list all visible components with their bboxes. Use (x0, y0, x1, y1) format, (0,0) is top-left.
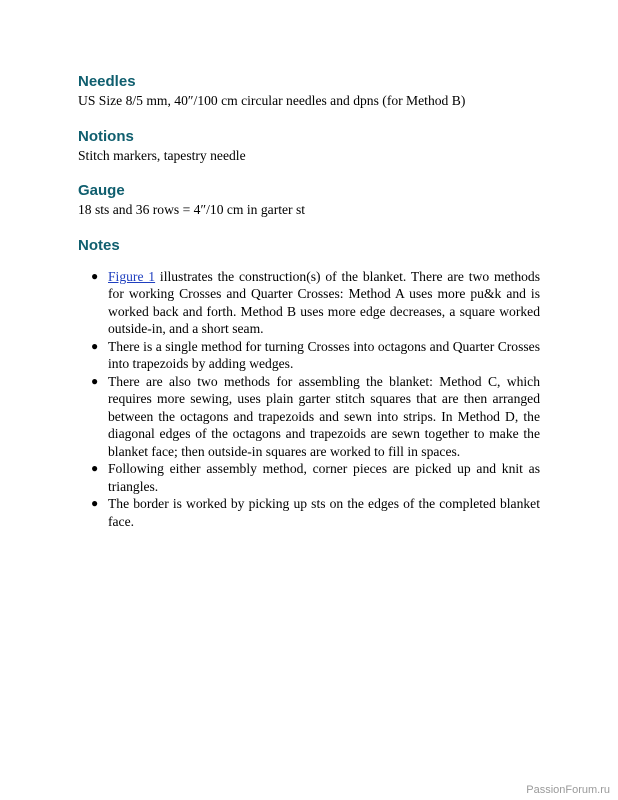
bullet-icon: ● (91, 496, 99, 510)
note-text: There are also two methods for assembling the blanket: Method C, which requires more sewing, uses plain garter stitch squares that are then arranged between the octagons and trapezoids and sewn into strips. In Method D, the diagonal edges of the octagons and trapezoids are sewn together to make the blanket face; then outside-in squares are worked to fill in spaces. (108, 373, 540, 459)
needles-heading: Needles (78, 73, 136, 90)
note-text: There is a single method for turning Crosses into octagons and Quarter Crosses into trapezoids by adding wedges. (108, 338, 540, 371)
needles-section (78, 72, 540, 110)
bullet-icon: ● (91, 461, 99, 475)
note-text: illustrates the construction(s) of the blanket. There are two methods for working Crosses and Quarter Crosses: Method A uses more pu&k and is worked back and forth. Method B uses more edge decreases, a square worked outside-in, and a short seam. (108, 268, 541, 336)
notes-heading: Notes (78, 236, 120, 254)
gauge-section (78, 181, 540, 219)
bullet-icon: ● (91, 338, 99, 353)
list-item (91, 268, 541, 338)
list-item (91, 338, 540, 373)
gauge-heading: Gauge (78, 182, 125, 199)
bullet-icon: ● (91, 373, 99, 388)
notions-text: Stitch markers, tapestry needle (78, 147, 246, 163)
figure-1-link[interactable]: Figure 1 (108, 268, 156, 284)
list-item (91, 460, 540, 495)
notions-heading: Notions (78, 127, 134, 145)
notions-section (78, 127, 540, 165)
watermark: PassionForum.ru (526, 784, 610, 796)
notes-section (78, 236, 540, 531)
gauge-text: 18 sts and 36 rows = 4″/10 cm in garter st (78, 202, 306, 217)
needles-text: US Size 8/5 mm, 40″/100 cm circular needles and dpns (for Method B) (78, 93, 466, 108)
list-item (91, 495, 540, 530)
bullet-icon: ● (91, 268, 99, 283)
note-text: The border is worked by picking up sts on the edges of the completed blanket face. (108, 496, 540, 529)
list-item (91, 373, 540, 461)
note-text: Following either assembly method, corner pieces are picked up and knit as triangles. (108, 461, 540, 494)
notes-list (78, 268, 540, 531)
document-page (78, 72, 540, 530)
